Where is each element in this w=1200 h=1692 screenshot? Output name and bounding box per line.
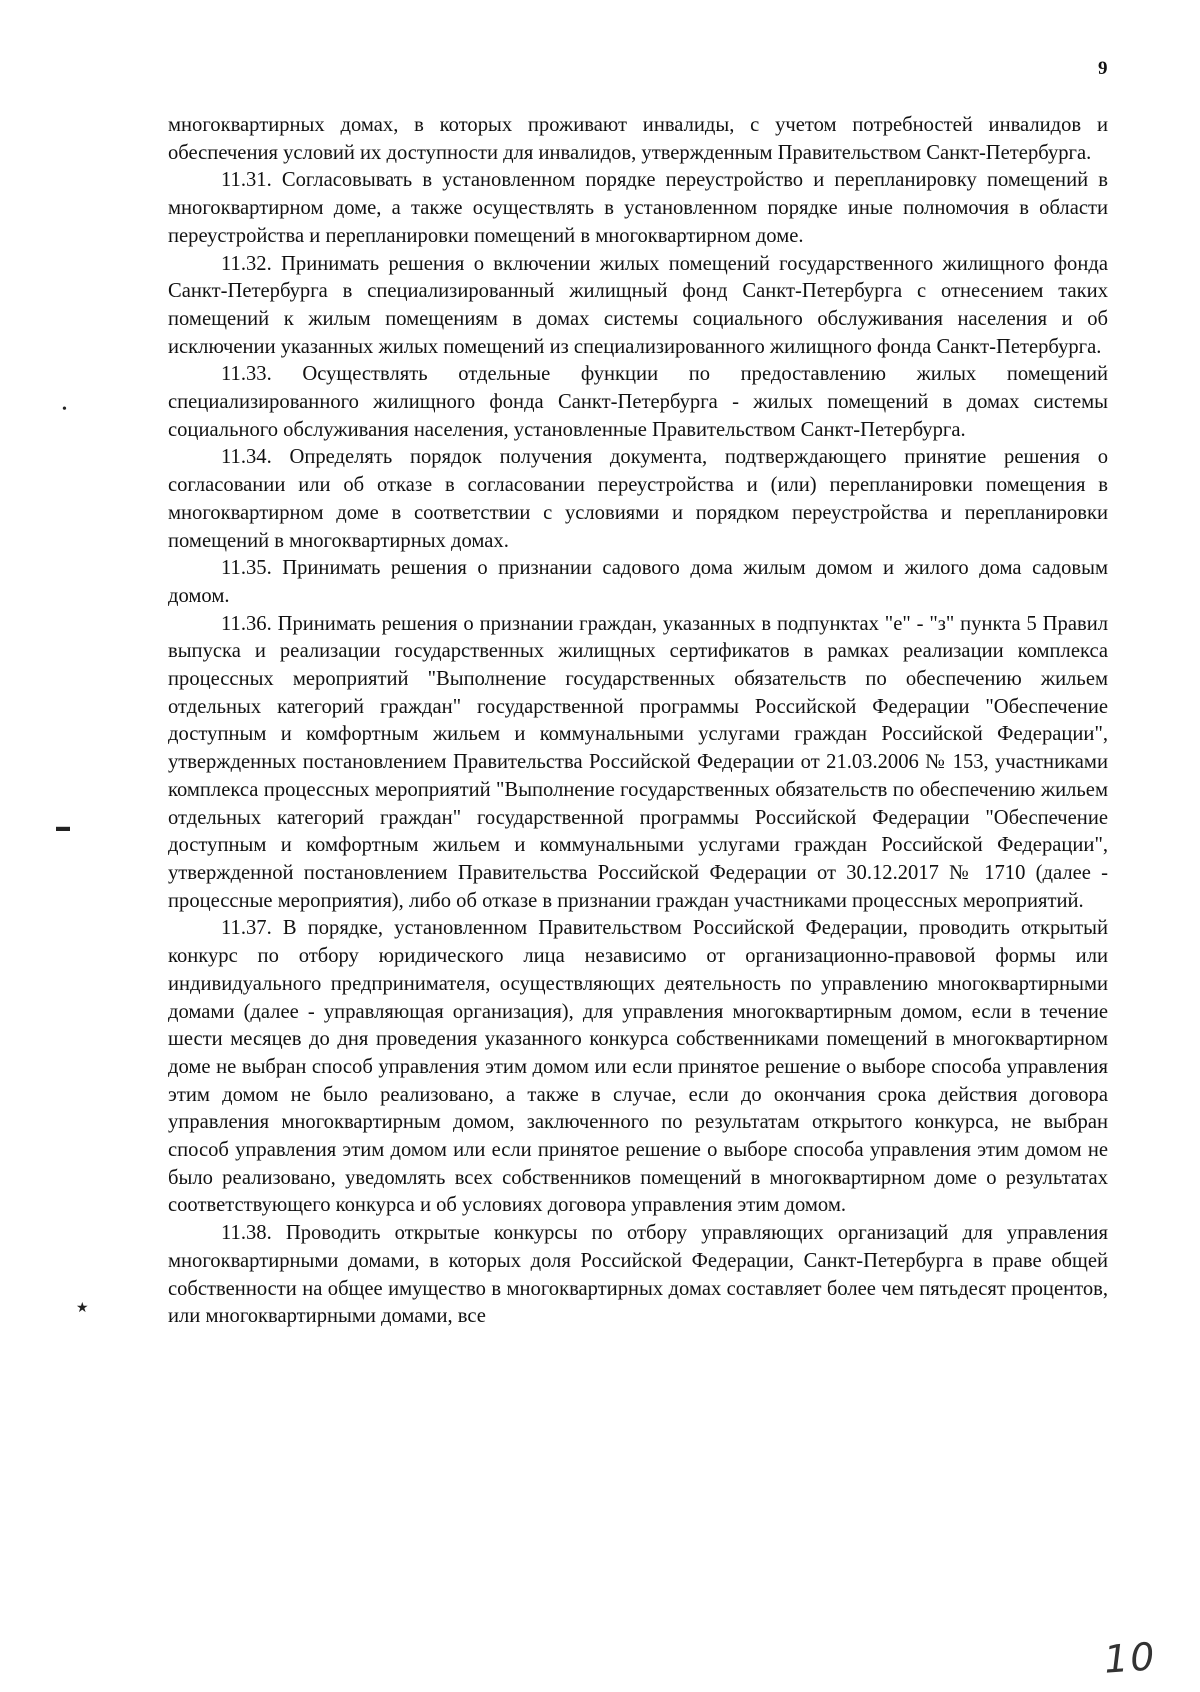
paragraph-continuation: многоквартирных домах, в которых проживают инвалиды, с учетом потребностей инвалидов и обеспечения условий их доступности для инвалидов, утвержденным Правительством Санкт-Петербурга. bbox=[168, 114, 1108, 164]
paragraph-11-34: 11.34. Определять порядок получения документа, подтверждающего принятие решения о согласовании или об отказе в согласовании переустройства и (или) перепланировки помещения в многоквартирном доме в соответствии с условиями и порядком переустройства и перепланировки помещений в многоквартирных домах. bbox=[168, 446, 1108, 552]
paragraph-11-38: 11.38. Проводить открытые конкурсы по отбору управляющих организаций для управления многоквартирными домами, в которых доля Российской Федерации, Санкт-Петербурга в праве общей собственности на общее имущество в многоквартирных домах составляет более чем пятьдесят процентов, или многоквартирными домами, все bbox=[168, 1222, 1108, 1328]
margin-star: ★ bbox=[76, 1301, 89, 1316]
page-number: 9 bbox=[1098, 58, 1108, 79]
paragraph-11-37: 11.37. В порядке, установленном Правительством Российской Федерации, проводить открытый конкурс по отбору юридического лица независимо от организационно-правовой формы или индивидуального предпринимателя, осуществляющих деятельность по управлению многоквартирными домами (далее - управляющая организация), для управления многоквартирным домом, если в течение шести месяцев до дня проведения указанного конкурса собственниками помещений в многоквартирном доме не выбран способ управления этим домом или если принятое решение о выборе способа управления этим домом не было реализовано, а также в случае, если до окончания срока действия договора управления многоквартирным домом, заключенного по результатам открытого конкурса, не выбран способ управления этим домом или если принятое решение о выборе способа управления этим домом не было реализовано, уведомлять всех собственников помещений в многоквартирном доме о результатах соответствующего конкурса и об условиях договора управления этим домом. bbox=[168, 917, 1108, 1217]
handwritten-page-mark: 10 bbox=[1102, 1634, 1158, 1682]
margin-dash: ▬ bbox=[56, 820, 70, 835]
paragraph-11-31: 11.31. Согласовывать в установленном порядке переустройство и перепланировку помещений в многоквартирном доме, а также осуществлять в установленном порядке иные полномочия в области переустройства и перепланировки помещений в многоквартирном доме. bbox=[168, 169, 1108, 247]
document-body bbox=[168, 112, 1108, 1331]
paragraph-11-35: 11.35. Принимать решения о признании садового дома жилым домом и жилого дома садовым домом. bbox=[168, 557, 1108, 607]
paragraph-11-36: 11.36. Принимать решения о признании граждан, указанных в подпунктах "е" - "з" пункта 5 Правил выпуска и реализации государственных жилищных сертификатов в рамках реализации комплекса процессных мероприятий "Выполнение государственных обязательств по обеспечению жильем отдельных категорий граждан" государственной программы Российской Федерации "Обеспечение доступным и комфортным жильем и коммунальными услугами граждан Российской Федерации", утвержденных постановлением Правительства Российской Федерации от 21.03.2006 № 153, участниками комплекса процессных мероприятий "Выполнение государственных обязательств по обеспечению жильем отдельных категорий граждан" государственной программы Российской Федерации "Обеспечение доступным и комфортным жильем и коммунальными услугами граждан Российской Федерации", утвержденной постановлением Правительства Российской Федерации от 30.12.2017 № 1710 (далее - процессные мероприятия), либо об отказе в признании граждан участниками процессных мероприятий. bbox=[168, 612, 1108, 912]
paragraph-11-32: 11.32. Принимать решения о включении жилых помещений государственного жилищного фонда Санкт-Петербурга в специализированный жилищный фонд Санкт-Петербурга с отнесением таких помещений к жилым помещениям в домах системы социального обслуживания населения и об исключении указанных жилых помещений из специализированного жилищного фонда Санкт-Петербурга. bbox=[168, 252, 1108, 358]
margin-dot: • bbox=[62, 402, 67, 417]
paragraph-11-33: 11.33. Осуществлять отдельные функции по предоставлению жилых помещений специализированного жилищного фонда Санкт-Петербурга - жилых помещений в домах системы социального обслуживания населения, установленные Правительством Санкт-Петербурга. bbox=[168, 363, 1108, 441]
